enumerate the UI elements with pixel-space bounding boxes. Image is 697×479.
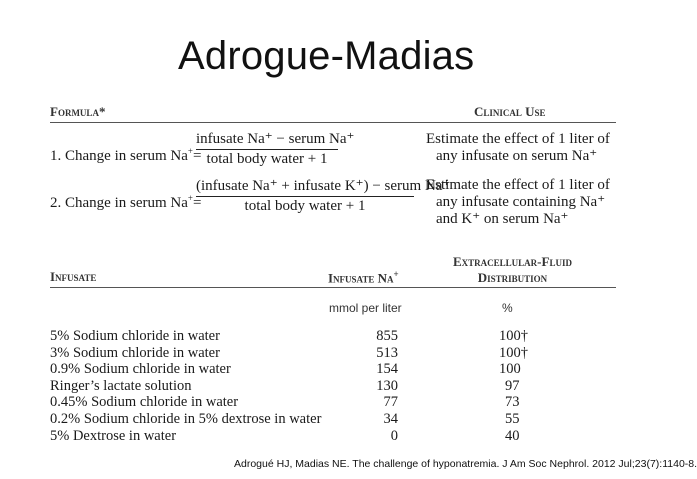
row-infusate: 3% Sodium chloride in water (50, 344, 220, 361)
row-infusate: 5% Sodium chloride in water (50, 328, 220, 344)
row-ecf: 100† (499, 328, 528, 344)
row-na: 0 (390, 427, 398, 444)
formula-2-use (426, 177, 610, 228)
formula-1-lhs-text: 1. Change in serum Na (50, 148, 188, 164)
formula-2-use-line: any infusate containing Na⁺ (436, 194, 606, 210)
col-ecf-header (453, 254, 572, 286)
formula-1-lhs-sup: + (187, 146, 193, 156)
row-ecf: 100 (499, 361, 521, 378)
col-ecf-header-line2: Distribution (477, 270, 548, 285)
table-row (50, 345, 616, 362)
row-ecf: 40 (505, 427, 520, 444)
clinical-use-header: Clinical Use (474, 104, 546, 119)
row-infusate: 5% Dextrose in water (50, 427, 177, 444)
formula-header: Formula* (50, 104, 106, 119)
row-infusate: 0.45% Sodium chloride in water (50, 394, 239, 411)
row-infusate: 0.9% Sodium chloride in water (50, 361, 231, 378)
col-infusate-header: Infusate (50, 269, 97, 284)
row-na: 154 (376, 361, 398, 378)
row-infusate: 0.2% Sodium chloride in 5% dextrose in water (50, 410, 322, 427)
formula-1-fraction (196, 129, 355, 168)
table-row (50, 428, 616, 445)
row-na: 513 (376, 344, 398, 361)
table-row (50, 394, 616, 411)
row-na: 855 (376, 328, 398, 344)
row-ecf: 100† (499, 344, 528, 361)
col-na-header-sup: + (393, 269, 399, 279)
row-ecf: 55 (505, 410, 520, 427)
formula-1-denominator: total body water + 1 (206, 151, 328, 167)
formula-1-use-line: any infusate on serum Na⁺ (436, 148, 598, 164)
formula-2-lhs-sup: + (187, 193, 193, 203)
row-ecf: 97 (505, 377, 520, 394)
col-na-header-text: Infusate Na (328, 270, 394, 286)
formula-1-numerator: infusate Na⁺ − serum Na⁺ (196, 131, 355, 147)
table-row (50, 361, 616, 378)
formula-2-lhs (50, 193, 201, 212)
col-na-header (328, 269, 399, 286)
formula-2-lhs-text: 2. Change in serum Na (50, 195, 188, 211)
formula-2-fraction (196, 176, 451, 215)
col-ecf-header-line1: Extracellular-Fluid (453, 254, 572, 269)
formula-2-fraction-bar (196, 196, 414, 197)
infusate-table (50, 328, 616, 444)
formula-1-use-line: Estimate the effect of 1 liter of (426, 131, 610, 147)
table-row (50, 411, 616, 428)
row-na: 77 (383, 394, 398, 411)
table-row (50, 378, 616, 395)
row-infusate: Ringer’s lactate solution (50, 377, 192, 394)
formula-2-use-line: and K⁺ on serum Na⁺ (436, 211, 569, 227)
row-na: 34 (383, 410, 398, 427)
row-na: 130 (376, 377, 398, 394)
header-rule (50, 122, 616, 123)
citation: Adrogué HJ, Madias NE. The challenge of hyponatremia. J Am Soc Nephrol. 2012 Jul;23(7):1140-8. (234, 458, 697, 470)
formula-2-equals: = (192, 195, 202, 211)
formula-2-denominator: total body water + 1 (244, 198, 366, 214)
page-title: Adrogue-Madias (178, 34, 475, 78)
formula-1-equals: = (192, 148, 202, 164)
table-header-rule (50, 287, 616, 288)
table-row (50, 328, 616, 345)
unit-ecf: % (502, 301, 513, 315)
formula-1-fraction-bar (196, 149, 338, 150)
formula-1-use (426, 131, 610, 165)
formula-2-numerator: (infusate Na⁺ + infusate K⁺) − serum Na⁺ (196, 178, 451, 194)
formula-1-lhs (50, 146, 201, 165)
unit-na: mmol per liter (329, 301, 402, 315)
row-ecf: 73 (505, 394, 520, 411)
formula-2-use-line: Estimate the effect of 1 liter of (426, 177, 610, 193)
